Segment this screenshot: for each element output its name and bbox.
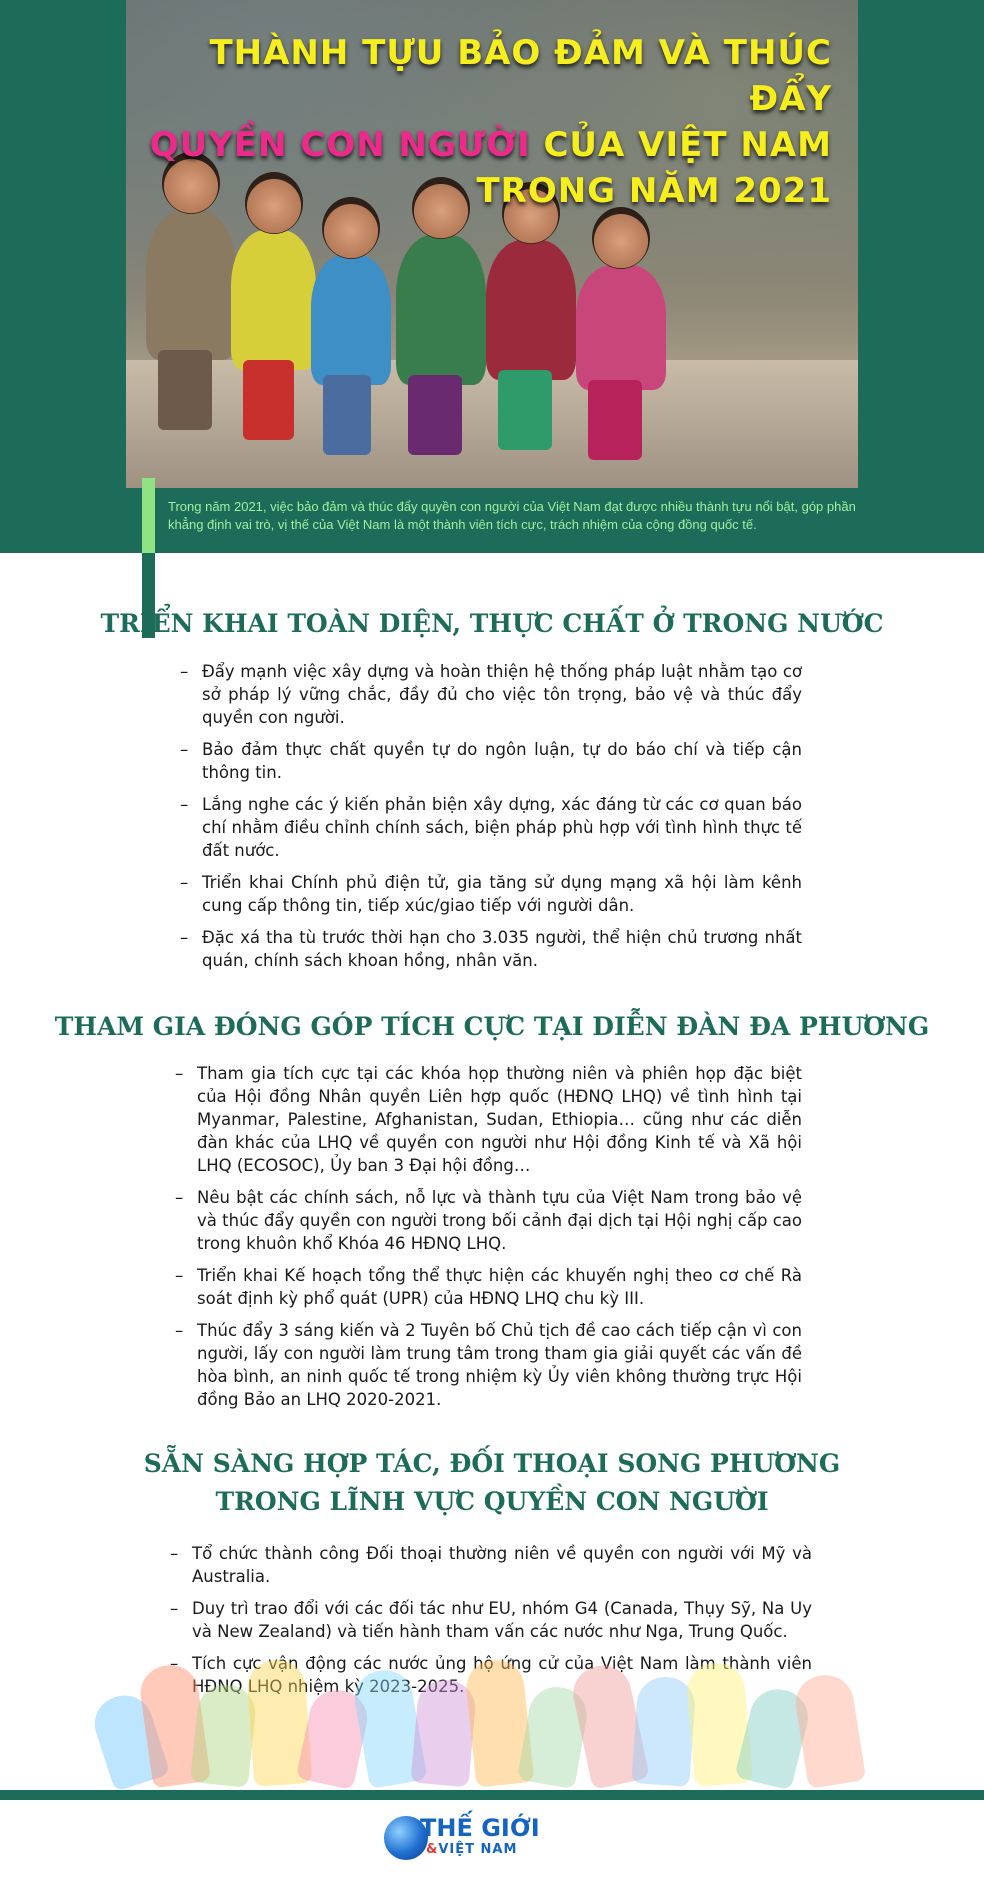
bullet-dash: – [175, 1064, 184, 1083]
list-item-text: Tích cực vận động các nước ủng hộ ứng cử của Việt Nam làm thành viên HĐNQ LHQ nhiệm kỳ 2023-2025. [192, 1654, 812, 1696]
header-left-bar [0, 0, 126, 553]
the-gioi-viet-nam-logo[interactable] [384, 1812, 554, 1864]
list-item [180, 738, 802, 784]
title-line-1: THÀNH TỰU BẢO ĐẢM VÀ THÚC ĐẨY [209, 33, 832, 119]
section-3-title-line-2: TRONG LĨNH VỰC QUYỀN CON NGƯỜI [215, 1487, 769, 1516]
list-item-text: Đặc xá tha tù trước thời hạn cho 3.035 người, thể hiện chủ trương nhất quán, chính sách khoan hồng, nhân văn. [202, 928, 802, 970]
bullet-dash: – [180, 928, 189, 947]
section-1-list [180, 660, 802, 981]
page-title [126, 30, 832, 214]
intro-accent-bar-light [142, 478, 155, 553]
list-item-text: Tham gia tích cực tại các khóa họp thường niên và phiên họp đặc biệt của Hội đồng Nhân quyền Liên hợp quốc (HĐNQ LHQ) về tình hình tại Myanmar, Palestine, Afghanistan, Sudan, Ethiopia… cũng như các diễn đàn khác của LHQ về quyền con người như Hội đồng Kinh tế và Xã hội LHQ (ECOSOC), Ủy ban 3 Đại hội đồng… [197, 1064, 802, 1175]
title-line-2 [126, 122, 832, 168]
bullet-dash: – [180, 662, 189, 681]
list-item [180, 660, 802, 729]
list-item-text: Nêu bật các chính sách, nỗ lực và thành tựu của Việt Nam trong bảo vệ và thúc đẩy quyền con người trong bối cảnh đại dịch tại Hội nghị cấp cao trong khuôn khổ Khóa 46 HĐNQ LHQ. [197, 1188, 802, 1253]
logo-text-bottom [426, 1842, 517, 1857]
list-item [170, 1542, 812, 1588]
intro-paragraph: Trong năm 2021, việc bảo đảm và thúc đẩy quyền con người của Việt Nam đạt được nhiều thành tựu nổi bật, góp phần khẳng định vai trò, vị thế của Việt Nam là một thành viên tích cực, trách nhiệm của cộng đồng quốc tế. [168, 499, 856, 532]
bullet-dash: – [180, 873, 189, 892]
footer-divider [0, 1790, 984, 1800]
section-2-title: THAM GIA ĐÓNG GÓP TÍCH CỰC TẠI DIỄN ĐÀN ĐA PHƯƠNG [54, 1012, 930, 1041]
list-item-text: Duy trì trao đổi với các đối tác như EU, nhóm G4 (Canada, Thụy Sỹ, Na Uy và New Zealand) và tiến hành tham vấn các nước như Nga, Trung Quốc. [192, 1599, 812, 1641]
hero-photo-children [126, 0, 858, 488]
bullet-dash: – [175, 1188, 184, 1207]
list-item-text: Tổ chức thành công Đối thoại thường niên về quyền con người với Mỹ và Australia. [192, 1544, 812, 1586]
bullet-dash: – [175, 1321, 184, 1340]
logo-text-top: THẾ GIỚI [420, 1814, 540, 1842]
bullet-dash: – [180, 740, 189, 759]
list-item [175, 1062, 802, 1177]
child-figure [396, 235, 486, 385]
logo-ampersand: & [426, 1842, 439, 1857]
list-item [170, 1597, 812, 1643]
bullet-dash: – [180, 795, 189, 814]
bullet-dash: – [170, 1654, 179, 1673]
bullet-dash: – [170, 1544, 179, 1563]
title-line-2-rest: CỦA VIỆT NAM [530, 125, 832, 165]
title-line-3: TRONG NĂM 2021 [476, 171, 832, 211]
child-figure [146, 210, 236, 360]
title-highlight: QUYỀN CON NGƯỜI [149, 125, 531, 165]
list-item [175, 1264, 802, 1310]
list-item-text: Bảo đảm thực chất quyền tự do ngôn luận, tự do báo chí và tiếp cận thông tin. [202, 740, 802, 782]
list-item [180, 793, 802, 862]
section-1-title: TRIỂN KHAI TOÀN DIỆN, THỰC CHẤT Ở TRONG NƯỚC [100, 609, 884, 638]
list-item-text: Thúc đẩy 3 sáng kiến và 2 Tuyên bố Chủ tịch đề cao cách tiếp cận vì con người, lấy con người làm trung tâm trong tham gia giải quyết các vấn đề hòa bình, an ninh quốc tế trong nhiệm kỳ Ủy viên không thường trực Hội đồng Bảo an LHQ 2020-2021. [197, 1321, 802, 1409]
child-figure [231, 230, 316, 370]
hero-ground [126, 360, 858, 488]
list-item-text: Triển khai Kế hoạch tổng thể thực hiện các khuyến nghị theo cơ chế Rà soát định kỳ phổ quát (UPR) của HĐNQ LHQ chu kỳ III. [197, 1266, 802, 1308]
list-item [175, 1319, 802, 1411]
child-figure [311, 255, 391, 385]
child-figure [486, 240, 576, 380]
bullet-dash: – [170, 1599, 179, 1618]
raised-hands-decoration [100, 1655, 890, 1785]
list-item-text: Lắng nghe các ý kiến phản biện xây dựng, xác đáng từ các cơ quan báo chí nhằm điều chỉnh chính sách, biện pháp phù hợp với tình hình thực tế đất nước. [202, 795, 802, 860]
list-item [175, 1186, 802, 1255]
list-item-text: Triển khai Chính phủ điện tử, gia tăng sử dụng mạng xã hội làm kênh cung cấp thông tin, tiếp xúc/giao tiếp với người dân. [202, 873, 802, 915]
list-item [180, 926, 802, 972]
bullet-dash: – [175, 1266, 184, 1285]
hand-icon [792, 1671, 866, 1789]
logo-text-viet-nam: VIỆT NAM [438, 1842, 518, 1857]
section-3-title-line-1: SẴN SÀNG HỢP TÁC, ĐỐI THOẠI SONG PHƯƠNG [143, 1449, 841, 1478]
list-item [180, 871, 802, 917]
section-2-list [175, 1062, 802, 1420]
section-3-title [0, 1445, 984, 1521]
child-figure [576, 265, 666, 390]
list-item-text: Đẩy mạnh việc xây dựng và hoàn thiện hệ thống pháp luật nhằm tạo cơ sở pháp lý vững chắc, đầy đủ cho việc tôn trọng, bảo vệ và thúc đẩy quyền con người. [202, 662, 802, 727]
